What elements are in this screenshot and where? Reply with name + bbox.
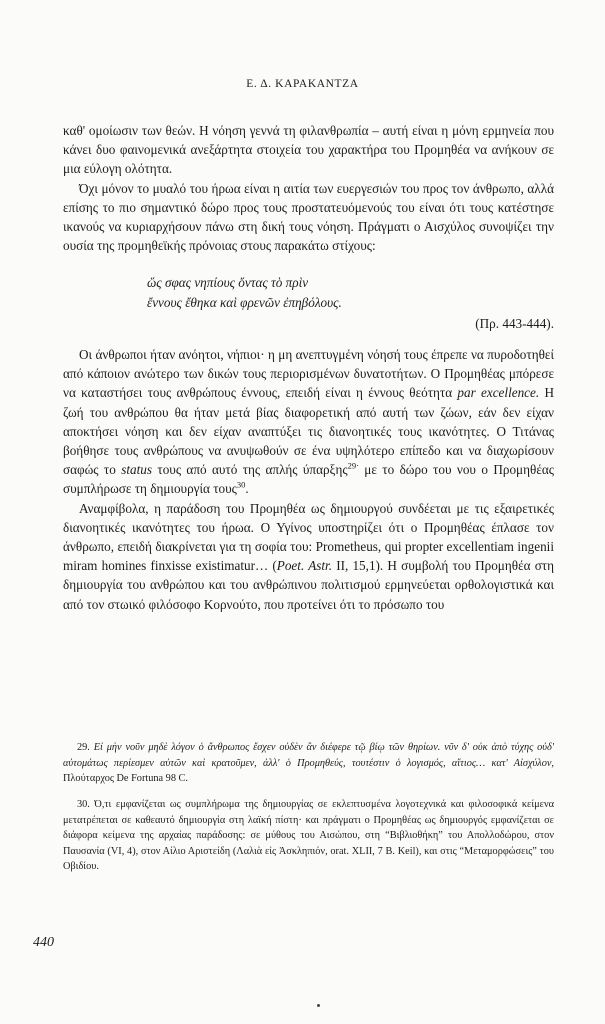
text-run: Αναμφίβολα, η παράδοση του Προμηθέα ως δημιουργού συνδέεται με τις εξαιρετικές διανοητικές ικανότητες του ήρωα. Ο Υγίνος υποστηρίζει ότι ο Προμηθέας έπλασε τον άνθρωπο, επειδή διακρίνεται για τη σοφία του: Prometheus, qui propter excellentiam ingenii miram homines finxisse existimatur… (	[63, 500, 554, 574]
scan-speck	[317, 1004, 320, 1007]
running-header: Ε. Δ. ΚΑΡΑΚΑΝΤΖΑ	[246, 78, 359, 90]
footnote-ref[interactable]: 29·	[347, 460, 359, 471]
text-run: Η ζωή του ανθρώπου θα ήταν μετά βίας διαφορετική από αυτή των ζώων, εάν δεν είχαν αποκτήσει νόηση και δεν είχαν αναπτύξει τις διανοητικές τους ικανότητες. Ο Τιτάνας βοήθησε τους ανθρώπους να ανυψωθούν σε ένα υψηλότερο επίπεδο και να διαχωρίσουν σαφώς το	[63, 385, 554, 478]
footnote-text: 30. Ό,τι εμφανίζεται ως συμπλήρωμα της δημιουργίας σε εκλεπτυσμένα λογοτεχνικά και φιλοσοφικά κείμενα μετατρέπεται σε καθεαυτό δημιουργία στη λαϊκή πίστη· και πράγματι ο Προμηθέας ως δημιουργός εμφανίζεται σε διάφορα κείμενα της αρχαίας παράδοσης: σε μύθους του Αισώπου, στη “Βιβλιοθήκη” του Απολλοδώρου, στον Παυσανία (VI, 4), στον Αίλιο Αριστείδη (Λαλιὰ εἰς Ἀσκληπιόν, orat. XLII, 7 B. Keil), και στις “Μεταμορφώσεις” του Οβιδίου.	[63, 799, 554, 873]
footnote-ref[interactable]: 30	[236, 480, 246, 491]
verse-quotation	[147, 273, 554, 311]
main-text	[63, 121, 554, 614]
paragraph	[63, 345, 554, 499]
text-run: τους από αυτό της απλής ύπαρξης	[152, 462, 348, 478]
verse-line: ἔννους ἔθηκα καὶ φρενῶν ἐπηβόλους.	[147, 294, 342, 310]
footnote-number: 29.	[77, 742, 90, 753]
text-run: Οι άνθρωποι ήταν ανόητοι, νήπιοι· η μη ανεπτυγμένη νόησή τους έπρεπε να πυροδοτηθεί από κάποιον ανώτερο των δικών τους περιορισμένων δυνατοτήτων. Ο Προμηθέας μπόρεσε να καταστήσει τους ανθρώπους έννους, επειδή είναι η έννους θεότητα	[63, 347, 554, 401]
citation: Poet. Astr.	[276, 558, 333, 574]
paragraph	[63, 499, 554, 614]
verse-reference: (Πρ. 443-444).	[475, 315, 554, 331]
footnote-source: Πλούταρχος De Fortuna 98 C.	[63, 773, 188, 785]
text-run: .	[245, 481, 249, 497]
paragraph: καθ' ομοίωσιν των θεών. Η νόηση γεννά τη φιλανθρωπία – αυτή είναι η μόνη ερμηνεία που κάνει δυο φαινομενικά ανεξάρτητα στοιχεία του χαρακτήρα του Προμηθέα να ανήκουν σε μια εύλογη ολότητα.	[63, 123, 554, 177]
verse-line: ὥς σφας νηπίους ὄντας τὸ πρὶν	[147, 275, 309, 291]
italic-phrase: status	[121, 462, 152, 478]
footnote-30	[63, 797, 554, 875]
footnote-quote: Εἰ μὴν νοῦν μηδὲ λόγον ὁ ἄνθρωπος ἔσχεν οὐδὲν ἂν διέφερε τῷ βίῳ τῶν θηρίων. νῦν δ' οὐκ ἀπὸ τύχης οὐδ' αὐτομάτως περίεσμεν αὐτῶν καὶ κρατοῦμεν, ἀλλ' ὁ Προμηθεύς, τουτέστιν ὁ λογισμός, αἴτιος… κατ' Αἰσχύλον,	[63, 742, 554, 769]
italic-phrase: par excellence.	[457, 385, 540, 401]
text-run: II, 15,1). Η συμβολή του Προμηθέα στη δημιουργία του ανθρώπου και του ανθρώπινου πολιτισμού ερμηνεύεται ορθολογιστικά και από τον στωικό φιλόσοφο Κορνούτο, που προτείνει ότι το πρόσωπο του	[63, 558, 555, 612]
footnote-29	[63, 740, 554, 787]
text-run: με το δώρο του νου ο Προμηθέας συμπλήρωσε τη δημιουργία τους	[63, 462, 554, 497]
paragraph: Όχι μόνον το μυαλό του ήρωα είναι η αιτία των ευεργεσιών του προς τον άνθρωπο, αλλά επίσης το πιο σημαντικό δώρο προς τους προστατευόμενούς του είναι ότι τους κατέστησε ικανούς να κυριαρχήσουν πάνω στη δική τους νόηση. Πράγματι ο Αισχύλος συνοψίζει την ουσία της προμηθεϊκής πρόνοιας στους παρακάτω στίχους:	[63, 180, 554, 254]
page-number: 440	[33, 935, 54, 950]
